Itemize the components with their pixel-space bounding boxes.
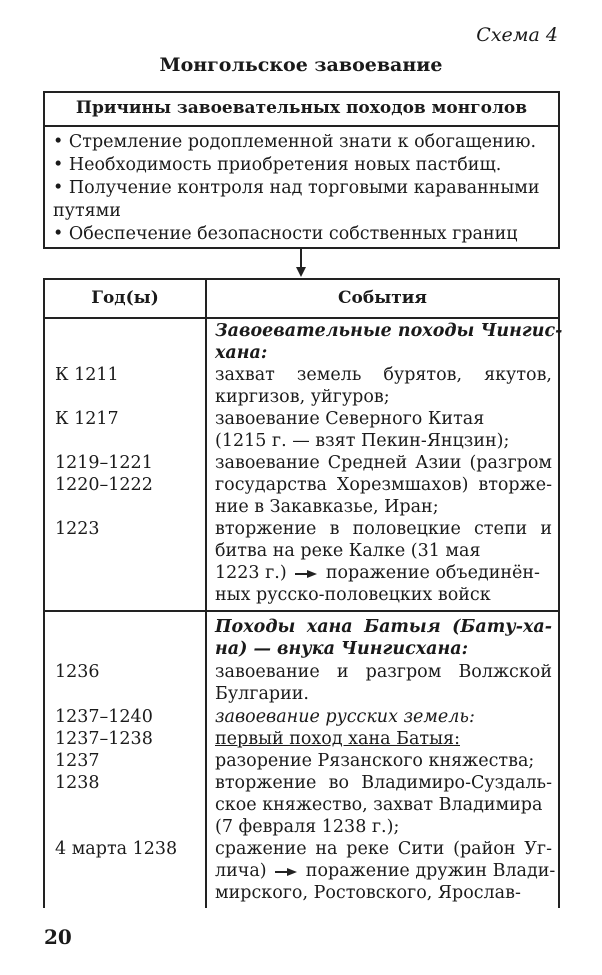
page-number: 20: [44, 925, 72, 949]
event-line: завоевание Средней Азии (разгром: [215, 453, 552, 473]
event-line: (7 февраля 1238 г.);: [215, 817, 400, 837]
year-cell: К 1211: [55, 365, 119, 385]
cause-item: • Стремление родоплеменной знати к обогащению.: [53, 132, 537, 152]
section-heading-batu: Походы хана Батыя (Бату-ха-: [215, 617, 552, 637]
scheme-label: Схема 4: [476, 24, 558, 46]
cause-item: путями: [53, 201, 121, 221]
event-line: битва на реке Калке (31 мая: [215, 541, 481, 561]
event-line: вторжение во Владимиро-Суздаль-: [215, 773, 552, 793]
year-cell: 1236: [55, 662, 100, 682]
event-line: (1215 г. — взят Пекин-Янцзин);: [215, 431, 510, 451]
column-header-events: События: [338, 288, 427, 308]
arrow-right-icon: [274, 867, 298, 877]
column-divider: [205, 280, 207, 908]
event-line: государства Хорезмшахов) вторже-: [215, 475, 552, 495]
event-line: первый поход хана Батыя:: [215, 729, 460, 749]
event-text: поражение объединён-: [325, 563, 540, 583]
cause-item: • Необходимость приобретения новых пастбищ.: [53, 155, 502, 175]
causes-heading: Причины завоевательных походов монголов: [45, 93, 558, 127]
year-cell: 4 марта 1238: [55, 839, 178, 859]
page-title: Монгольское завоевание: [159, 54, 443, 76]
column-header-year: Год(ы): [91, 288, 159, 308]
event-line: разорение Рязанского княжества;: [215, 751, 535, 771]
event-line: [215, 860, 556, 882]
section-heading-genghis: хана:: [215, 343, 268, 363]
event-line: ние в Закавказье, Иран;: [215, 497, 439, 517]
arrow-down-icon: [296, 267, 306, 277]
year-cell: 1238: [55, 773, 100, 793]
event-text: поражение дружин Влади-: [305, 861, 556, 881]
event-text: лича): [215, 861, 267, 881]
event-line: захват земель бурятов, якутов,: [215, 365, 552, 385]
event-text: 1223 г.): [215, 563, 287, 583]
event-line: сражение на реке Сити (район Уг-: [215, 839, 552, 859]
event-line: мирского, Ростовского, Ярослав-: [215, 883, 521, 903]
arrow-right-icon: [294, 569, 318, 579]
cause-item: • Обеспечение безопасности собственных границ: [53, 224, 518, 244]
event-line: [215, 562, 552, 584]
event-line: ское княжество, захват Владимира: [215, 795, 543, 815]
cause-item: • Получение контроля над торговыми караванными: [53, 178, 540, 198]
event-line: завоевание и разгром Волжской: [215, 662, 552, 682]
year-cell: 1237–1238: [55, 729, 153, 749]
year-cell: К 1217: [55, 409, 119, 429]
year-cell: 1220–1222: [55, 475, 153, 495]
year-cell: 1223: [55, 519, 100, 539]
year-cell: 1237: [55, 751, 100, 771]
year-cell: 1237–1240: [55, 707, 153, 727]
section-heading-batu: на) — внука Чингисхана:: [215, 639, 469, 659]
event-line: киргизов, уйгуров;: [215, 387, 390, 407]
table-header: [45, 280, 558, 319]
section-heading-genghis: Завоевательные походы Чингис-: [215, 321, 563, 341]
causes-list: [45, 127, 558, 246]
event-line: Булгарии.: [215, 684, 309, 704]
event-line: вторжение в половецкие степи и: [215, 519, 552, 539]
year-cell: 1219–1221: [55, 453, 153, 473]
causes-box: [43, 91, 560, 249]
event-line: ных русско-половецких войск: [215, 585, 491, 605]
event-line: завоевание русских земель:: [215, 707, 475, 727]
event-line: завоевание Северного Китая: [215, 409, 485, 429]
events-table: [43, 278, 563, 908]
section-divider: [45, 610, 558, 612]
connector-line: [300, 249, 302, 269]
